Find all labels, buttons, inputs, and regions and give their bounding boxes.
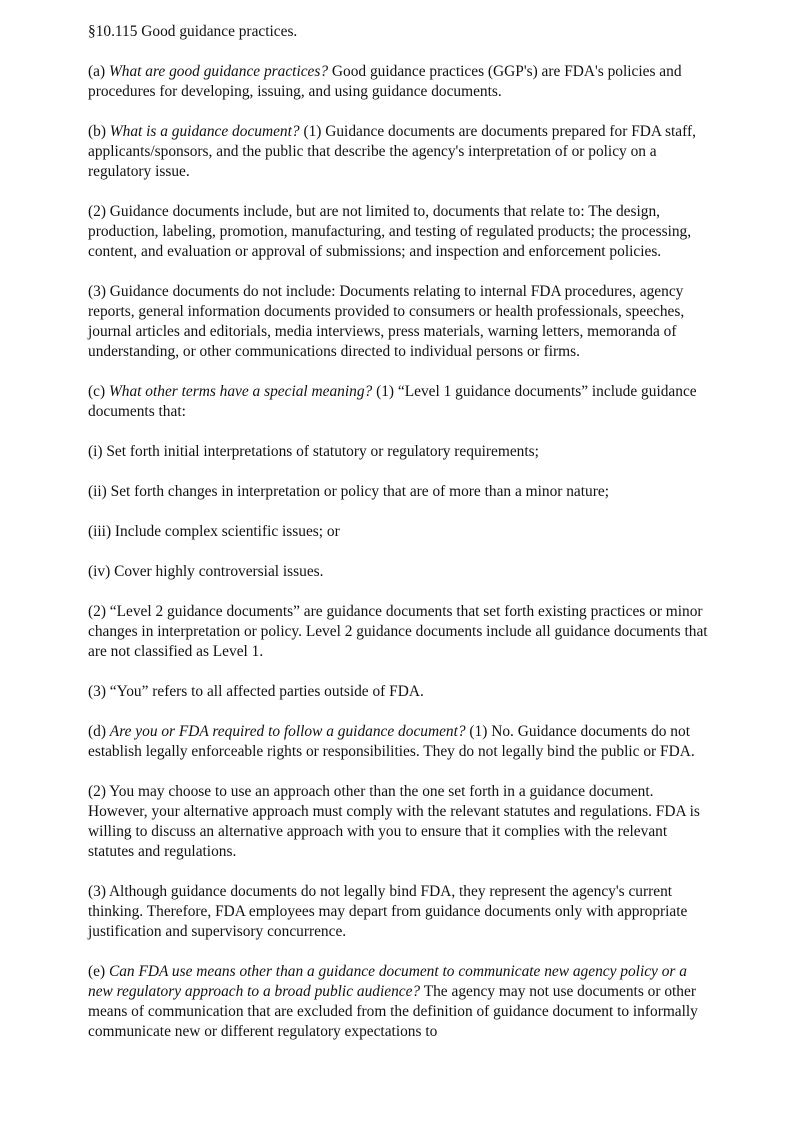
section-heading: §10.115 Good guidance practices.	[88, 23, 298, 40]
paragraph-text: (3) “You” refers to all affected parties outside of FDA.	[88, 683, 424, 700]
paragraph-b1	[88, 122, 710, 182]
paragraph-c1-ii	[88, 482, 710, 502]
paragraph-c1-iii	[88, 522, 710, 542]
paragraph-b2	[88, 202, 710, 262]
paragraph-text: (2) You may choose to use an approach other than the one set forth in a guidance document. However, your alternative approach must comply with the relevant statutes and regulations. FDA is willing to discuss an alternative approach with you to ensure that it complies with the relevant statutes and regulations.	[88, 783, 700, 860]
paragraph-question: What is a guidance document?	[109, 123, 300, 140]
paragraph-text: (2) Guidance documents include, but are not limited to, documents that relate to: The design, production, labeling, promotion, manufacturing, and testing of regulated products; the processing, content, and evaluation or approval of submissions; and inspection and enforcement policies.	[88, 203, 692, 260]
paragraph-e	[88, 962, 710, 1042]
paragraph-c1-i	[88, 442, 710, 462]
paragraph-c1-iv	[88, 562, 710, 582]
paragraph-prefix: (a)	[88, 63, 109, 80]
paragraph-question: Are you or FDA required to follow a guidance document?	[109, 723, 466, 740]
paragraph-text: (1) No. Guidance documents do not establish legally enforceable rights or responsibilities. They do not legally bind the public or FDA.	[88, 723, 695, 760]
paragraph-prefix: (c)	[88, 383, 109, 400]
paragraph-c3	[88, 682, 710, 702]
paragraph-question: What are good guidance practices?	[108, 63, 329, 80]
paragraph-a	[88, 62, 710, 102]
paragraph-text: (3) Guidance documents do not include: Documents relating to internal FDA procedures, agency reports, general information documents provided to consumers or health professionals, speeches, journal articles and editorials, media interviews, press materials, warning letters, memoranda of understanding, or other communications directed to individual persons or firms.	[88, 283, 685, 360]
paragraph-text: (iv) Cover highly controversial issues.	[88, 563, 324, 580]
paragraph-d2	[88, 782, 710, 862]
paragraph-d1	[88, 722, 710, 762]
paragraph-c1	[88, 382, 710, 422]
paragraph-text: The agency may not use documents or other means of communication that are excluded from the definition of guidance document to informally communicate new or different regulatory expectations to	[88, 983, 698, 1040]
paragraph-prefix: (d)	[88, 723, 110, 740]
paragraph-question: What other terms have a special meaning?	[108, 383, 373, 400]
paragraph-prefix: (e)	[88, 963, 109, 980]
paragraph-text: (1) Guidance documents are documents prepared for FDA staff, applicants/sponsors, and the public that describe the agency's interpretation of or policy on a regulatory issue.	[88, 123, 696, 180]
paragraph-b3	[88, 282, 710, 362]
paragraph-c2	[88, 602, 710, 662]
paragraph-text: (iii) Include complex scientific issues; or	[88, 523, 340, 540]
paragraph-prefix: (b)	[88, 123, 110, 140]
paragraph-question: Can FDA use means other than a guidance document to communicate new agency policy or a new regulatory approach to a broad public audience?	[88, 963, 687, 1000]
paragraph-text: (2) “Level 2 guidance documents” are guidance documents that set forth existing practices or minor changes in interpretation or policy. Level 2 guidance documents include all guidance documents that are not classified as Level 1.	[88, 603, 708, 660]
paragraph-text: (3) Although guidance documents do not legally bind FDA, they represent the agency's current thinking. Therefore, FDA employees may depart from guidance documents only with appropriate justification and supervisory concurrence.	[88, 883, 688, 940]
paragraph-d3	[88, 882, 710, 942]
paragraph-text: (1) “Level 1 guidance documents” include guidance documents that:	[88, 383, 697, 420]
document-page	[88, 22, 710, 1062]
paragraph-text: (i) Set forth initial interpretations of statutory or regulatory requirements;	[88, 443, 539, 460]
paragraph-text: Good guidance practices (GGP's) are FDA's policies and procedures for developing, issuing, and using guidance documents.	[88, 63, 682, 100]
paragraph-text: (ii) Set forth changes in interpretation or policy that are of more than a minor nature;	[88, 483, 609, 500]
